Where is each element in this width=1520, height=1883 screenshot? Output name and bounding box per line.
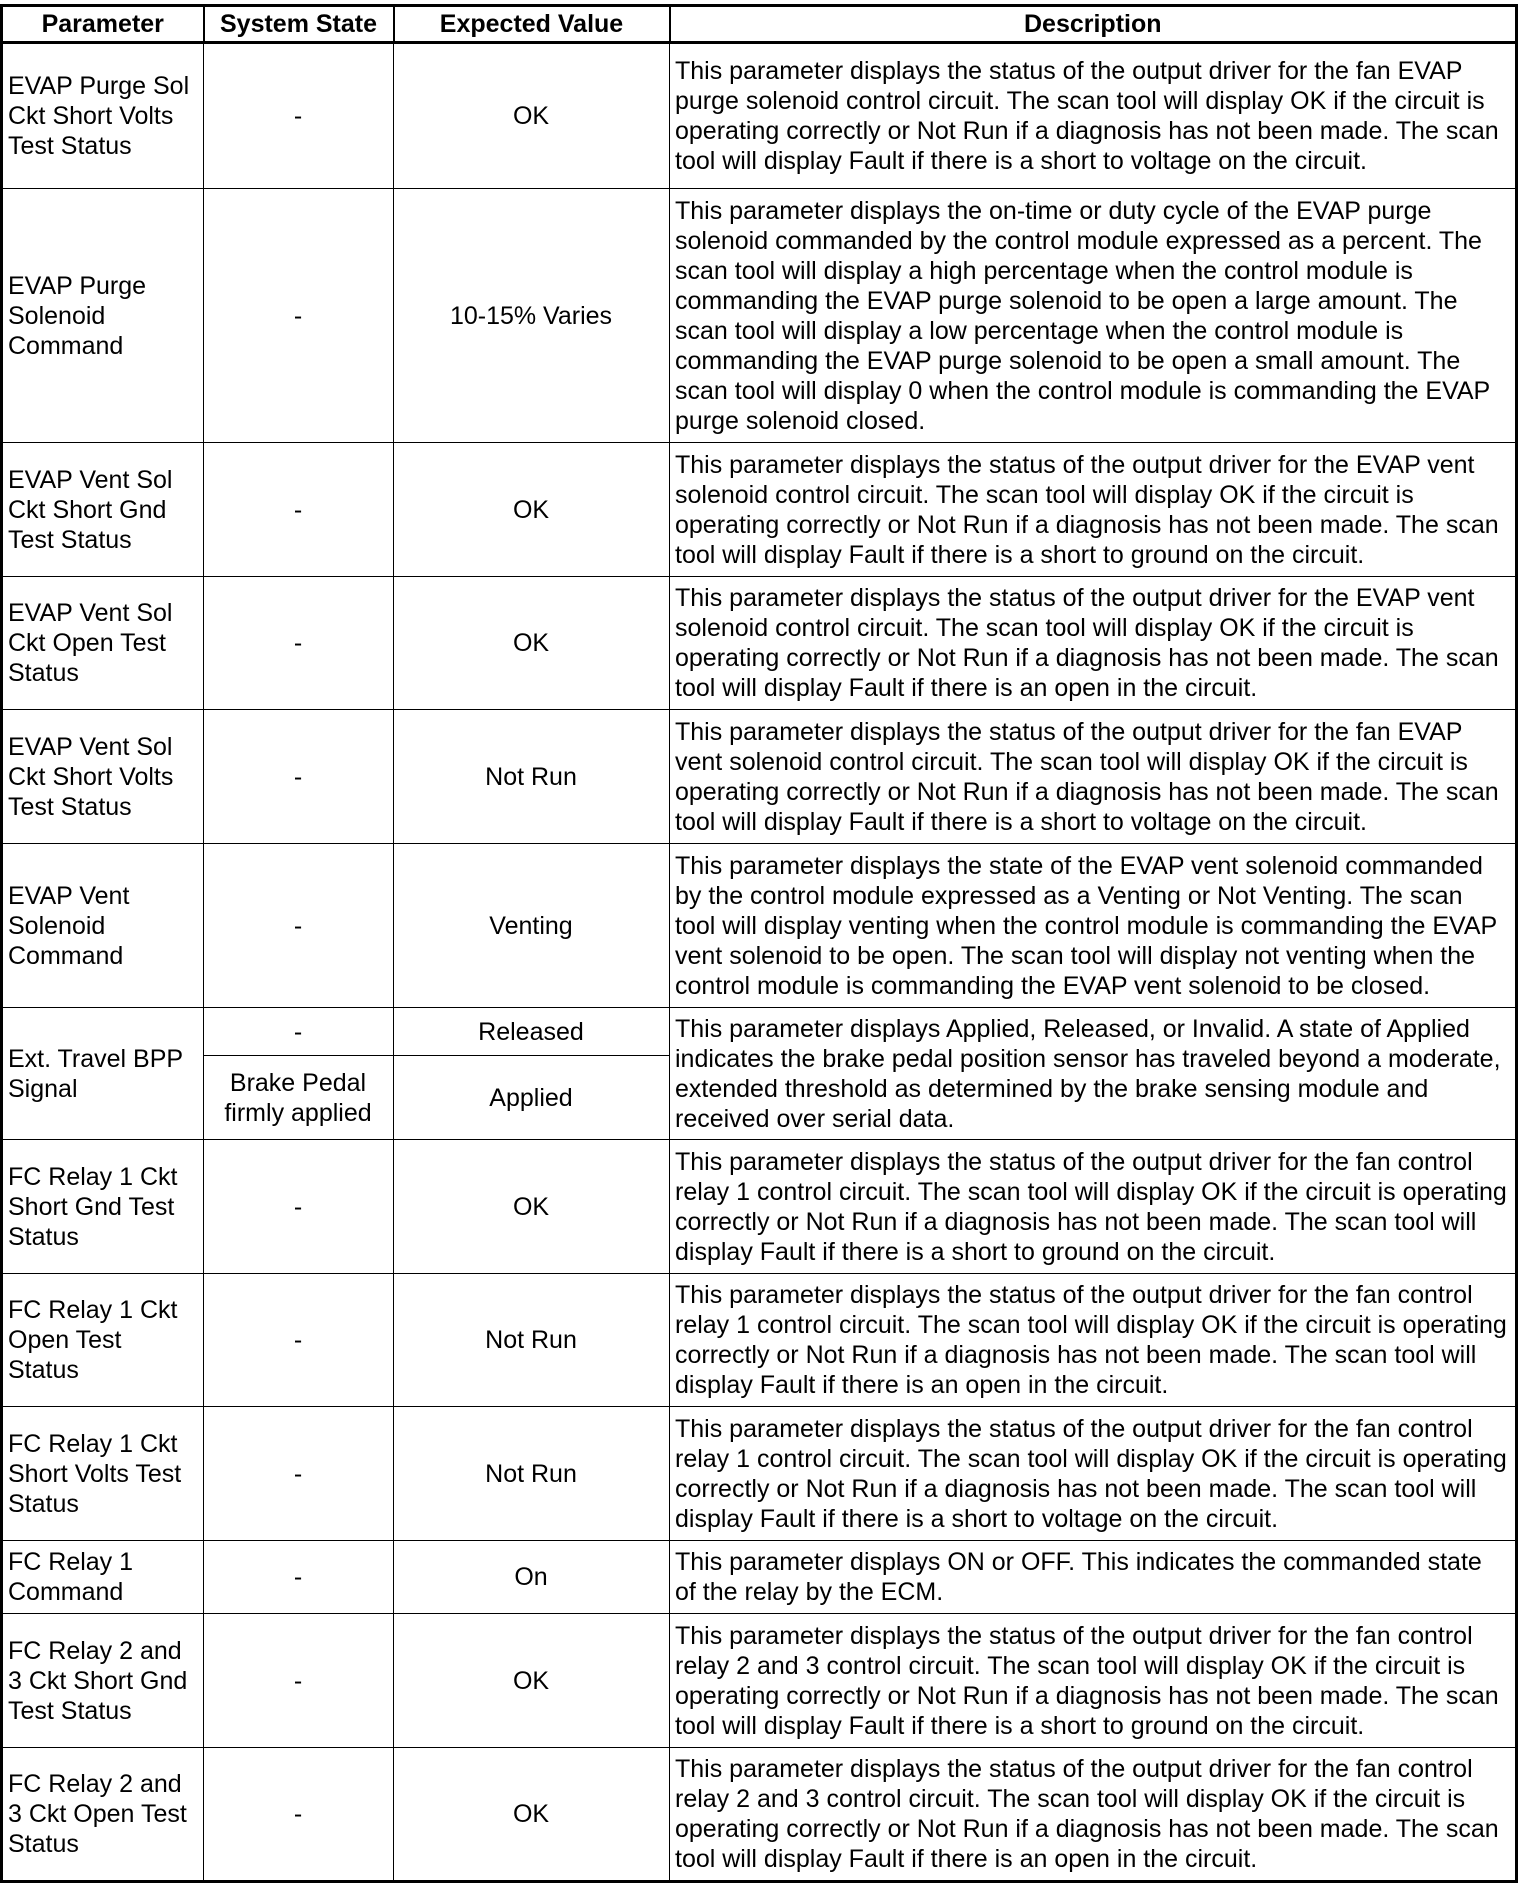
parameter-cell: EVAP Purge Sol Ckt Short Volts Test Status (2, 43, 204, 189)
system-state-cell: - (204, 189, 394, 443)
table-row (2, 577, 1517, 710)
system-state-cell: - (204, 1407, 394, 1541)
expected-value-cell: 10-15% Varies (394, 189, 670, 443)
parameter-cell: FC Relay 2 and 3 Ckt Open Test Status (2, 1748, 204, 1882)
parameter-cell: FC Relay 1 Ckt Short Gnd Test Status (2, 1140, 204, 1274)
system-state-cell: - (204, 1140, 394, 1274)
expected-value-cell: Released (394, 1008, 670, 1056)
expected-value-cell: Not Run (394, 1407, 670, 1541)
description-cell: This parameter displays ON or OFF. This indicates the commanded state of the relay by the ECM. (670, 1541, 1517, 1614)
parameter-cell: EVAP Vent Sol Ckt Short Volts Test Status (2, 710, 204, 844)
expected-value-cell: Venting (394, 844, 670, 1008)
parameter-cell: EVAP Vent Solenoid Command (2, 844, 204, 1008)
description-cell: This parameter displays the status of the output driver for the fan control relay 2 and 3 control circuit. The scan tool will display OK if the circuit is operating correctly or Not Run if a diagnosis has not been made. The scan tool will display Fault if there is an open in the circuit. (670, 1748, 1517, 1882)
description-cell: This parameter displays the status of the output driver for the EVAP vent solenoid control circuit. The scan tool will display OK if the circuit is operating correctly or Not Run if a diagnosis has not been made. The scan tool will display Fault if there is an open in the circuit. (670, 577, 1517, 710)
table-row (2, 1274, 1517, 1407)
system-state-cell: - (204, 710, 394, 844)
expected-value-cell: OK (394, 577, 670, 710)
parameter-cell: FC Relay 1 Ckt Short Volts Test Status (2, 1407, 204, 1541)
expected-value-cell: OK (394, 1140, 670, 1274)
parameter-cell: FC Relay 1 Ckt Open Test Status (2, 1274, 204, 1407)
expected-value-cell: Applied (394, 1056, 670, 1140)
system-state-cell: - (204, 1008, 394, 1056)
description-cell: This parameter displays the status of the output driver for the fan control relay 1 control circuit. The scan tool will display OK if the circuit is operating correctly or Not Run if a diagnosis has not been made. The scan tool will display Fault if there is a short to voltage on the circuit. (670, 1407, 1517, 1541)
parameter-cell: EVAP Purge Solenoid Command (2, 189, 204, 443)
header-system-state: System State (204, 6, 394, 43)
parameter-cell: EVAP Vent Sol Ckt Short Gnd Test Status (2, 443, 204, 577)
expected-value-cell: OK (394, 1748, 670, 1882)
description-cell: This parameter displays the state of the EVAP vent solenoid commanded by the control module expressed as a Venting or Not Venting. The scan tool will display venting when the control module is commanding the EVAP vent solenoid to be open. The scan tool will display not venting when the control module is commanding the EVAP vent solenoid to be closed. (670, 844, 1517, 1008)
description-cell: This parameter displays the status of the output driver for the fan EVAP vent solenoid control circuit. The scan tool will display OK if the circuit is operating correctly or Not Run if a diagnosis has not been made. The scan tool will display Fault if there is a short to voltage on the circuit. (670, 710, 1517, 844)
expected-value-cell: Not Run (394, 1274, 670, 1407)
system-state-cell: - (204, 443, 394, 577)
description-cell: This parameter displays the status of the output driver for the fan control relay 1 control circuit. The scan tool will display OK if the circuit is operating correctly or Not Run if a diagnosis has not been made. The scan tool will display Fault if there is an open in the circuit. (670, 1274, 1517, 1407)
expected-value-cell: OK (394, 443, 670, 577)
description-cell: This parameter displays the status of the output driver for the fan EVAP purge solenoid control circuit. The scan tool will display OK if the circuit is operating correctly or Not Run if a diagnosis has not been made. The scan tool will display Fault if there is a short to voltage on the circuit. (670, 43, 1517, 189)
table-row (2, 1614, 1517, 1748)
description-cell: This parameter displays the on-time or duty cycle of the EVAP purge solenoid commanded by the control module expressed as a percent. The scan tool will display a high percentage when the control module is commanding the EVAP purge solenoid to be open a large amount. The scan tool will display a low percentage when the control module is commanding the EVAP purge solenoid to be open a small amount. The scan tool will display 0 when the control module is commanding the EVAP purge solenoid closed. (670, 189, 1517, 443)
parameter-cell: FC Relay 2 and 3 Ckt Short Gnd Test Status (2, 1614, 204, 1748)
parameter-cell: Ext. Travel BPP Signal (2, 1008, 204, 1140)
description-cell: This parameter displays the status of the output driver for the EVAP vent solenoid control circuit. The scan tool will display OK if the circuit is operating correctly or Not Run if a diagnosis has not been made. The scan tool will display Fault if there is a short to ground on the circuit. (670, 443, 1517, 577)
table-body (2, 43, 1517, 1882)
parameter-cell: EVAP Vent Sol Ckt Open Test Status (2, 577, 204, 710)
parameter-table (0, 4, 1518, 1883)
header-parameter: Parameter (2, 6, 204, 43)
parameter-cell: FC Relay 1 Command (2, 1541, 204, 1614)
system-state-cell: - (204, 43, 394, 189)
table-row (2, 710, 1517, 844)
header-row (2, 6, 1517, 43)
system-state-cell: - (204, 1614, 394, 1748)
system-state-cell: Brake Pedal firmly applied (204, 1056, 394, 1140)
system-state-cell: - (204, 844, 394, 1008)
header-description: Description (670, 6, 1517, 43)
system-state-cell: - (204, 1748, 394, 1882)
description-cell: This parameter displays the status of the output driver for the fan control relay 2 and 3 control circuit. The scan tool will display OK if the circuit is operating correctly or Not Run if a diagnosis has not been made. The scan tool will display Fault if there is a short to ground on the circuit. (670, 1614, 1517, 1748)
table-row (2, 43, 1517, 189)
table-row (2, 443, 1517, 577)
table-row (2, 189, 1517, 443)
table-row (2, 1140, 1517, 1274)
table-row (2, 1407, 1517, 1541)
description-cell: This parameter displays Applied, Released, or Invalid. A state of Applied indicates the brake pedal position sensor has traveled beyond a moderate, extended threshold as determined by the brake sensing module and received over serial data. (670, 1008, 1517, 1140)
header-expected-value: Expected Value (394, 6, 670, 43)
table-row (2, 1008, 1517, 1056)
table-row (2, 1748, 1517, 1882)
expected-value-cell: On (394, 1541, 670, 1614)
expected-value-cell: Not Run (394, 710, 670, 844)
table-header (2, 6, 1517, 43)
expected-value-cell: OK (394, 43, 670, 189)
system-state-cell: - (204, 577, 394, 710)
expected-value-cell: OK (394, 1614, 670, 1748)
system-state-cell: - (204, 1541, 394, 1614)
table-row (2, 844, 1517, 1008)
system-state-cell: - (204, 1274, 394, 1407)
table-row (2, 1541, 1517, 1614)
description-cell: This parameter displays the status of the output driver for the fan control relay 1 control circuit. The scan tool will display OK if the circuit is operating correctly or Not Run if a diagnosis has not been made. The scan tool will display Fault if there is a short to ground on the circuit. (670, 1140, 1517, 1274)
